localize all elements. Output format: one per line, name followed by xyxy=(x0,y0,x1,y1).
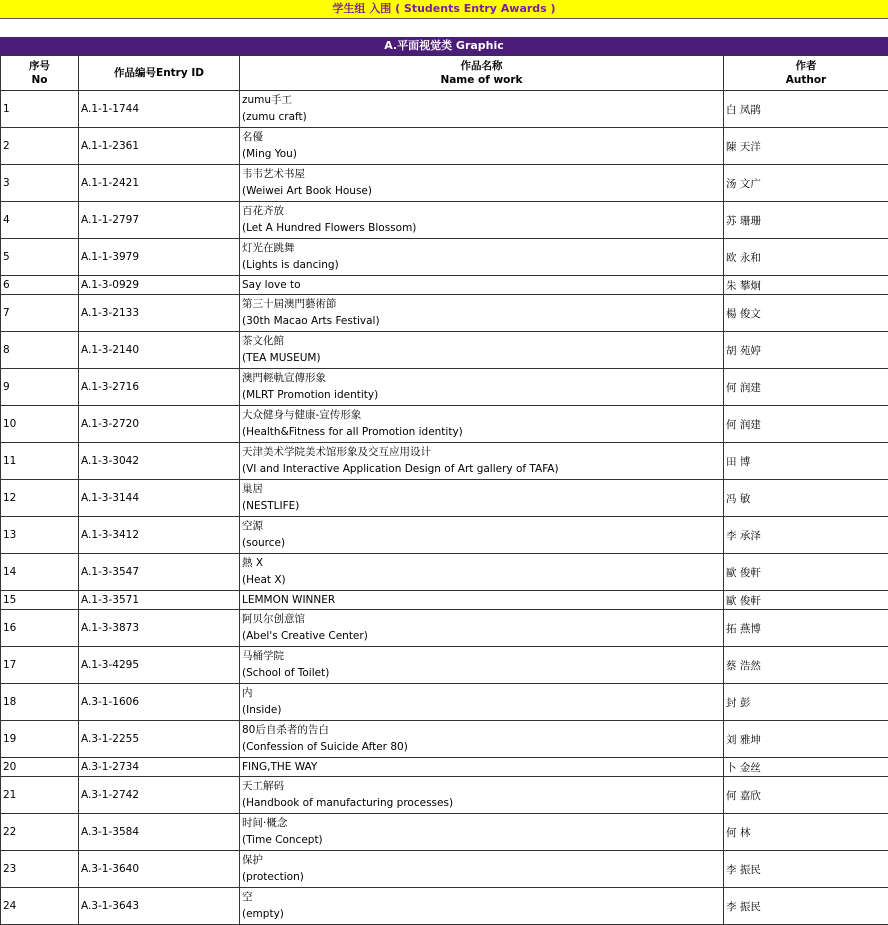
work-name-cn: 80后自杀者的告白 xyxy=(242,722,721,739)
row-entry-id: A.1-3-0929 xyxy=(79,276,240,295)
row-no: 17 xyxy=(1,647,79,684)
work-name-cn: 第三十屆澳門藝術節 xyxy=(242,296,721,313)
table-row xyxy=(1,851,888,888)
row-name xyxy=(240,517,724,554)
work-name-cn: 内 xyxy=(242,685,721,702)
section-header: A.平面视觉类 Graphic xyxy=(0,37,888,55)
table-row xyxy=(1,165,888,202)
row-no: 24 xyxy=(1,888,79,925)
row-name xyxy=(240,851,724,888)
work-name-cn: 保护 xyxy=(242,852,721,869)
row-no: 15 xyxy=(1,591,79,610)
table-row xyxy=(1,202,888,239)
row-author: 何 润建 xyxy=(724,369,888,406)
row-entry-id: A.3-1-2255 xyxy=(79,721,240,758)
row-entry-id: A.3-1-3640 xyxy=(79,851,240,888)
work-name-en: (empty) xyxy=(242,906,721,923)
page-banner: 学生组 入围 ( Students Entry Awards ) xyxy=(0,0,888,19)
row-entry-id: A.3-1-2742 xyxy=(79,777,240,814)
header-author: 作者 Author xyxy=(724,56,888,91)
work-name-cn: 空源 xyxy=(242,518,721,535)
row-entry-id: A.1-3-4295 xyxy=(79,647,240,684)
row-author: 何 林 xyxy=(724,814,888,851)
work-name-cn: 巢居 xyxy=(242,481,721,498)
row-name xyxy=(240,332,724,369)
row-author: 刘 雅坤 xyxy=(724,721,888,758)
work-name-cn: 空 xyxy=(242,889,721,906)
row-author: 楊 俊文 xyxy=(724,295,888,332)
work-name-en: (Abel's Creative Center) xyxy=(242,628,721,645)
row-no: 13 xyxy=(1,517,79,554)
row-author: 李 承泽 xyxy=(724,517,888,554)
table-row xyxy=(1,777,888,814)
work-name-cn: LEMMON WINNER xyxy=(242,592,721,609)
work-name-en: (School of Toilet) xyxy=(242,665,721,682)
header-name: 作品名称 Name of work xyxy=(240,56,724,91)
row-name xyxy=(240,758,724,777)
row-name xyxy=(240,295,724,332)
row-entry-id: A.3-1-1606 xyxy=(79,684,240,721)
row-author: 何 润建 xyxy=(724,406,888,443)
work-name-en: (source) xyxy=(242,535,721,552)
row-author: 封 彭 xyxy=(724,684,888,721)
work-name-en: (Handbook of manufacturing processes) xyxy=(242,795,721,812)
table-row xyxy=(1,239,888,276)
row-entry-id: A.3-1-3584 xyxy=(79,814,240,851)
row-entry-id: A.1-3-3042 xyxy=(79,443,240,480)
table-row xyxy=(1,888,888,925)
row-entry-id: A.1-3-3571 xyxy=(79,591,240,610)
row-author: 陳 天洋 xyxy=(724,128,888,165)
row-author: 汤 文广 xyxy=(724,165,888,202)
work-name-cn: 大众健身与健康-宣传形象 xyxy=(242,407,721,424)
table-row xyxy=(1,591,888,610)
row-entry-id: A.1-1-2421 xyxy=(79,165,240,202)
spacer-row xyxy=(0,19,888,38)
work-name-cn: 澳門輕軌宣傳形象 xyxy=(242,370,721,387)
row-entry-id: A.1-1-2361 xyxy=(79,128,240,165)
row-name xyxy=(240,165,724,202)
row-name xyxy=(240,239,724,276)
table-row xyxy=(1,758,888,777)
work-name-en: (Ming You) xyxy=(242,146,721,163)
work-name-en: (Weiwei Art Book House) xyxy=(242,183,721,200)
row-entry-id: A.1-3-3873 xyxy=(79,610,240,647)
row-name xyxy=(240,554,724,591)
row-no: 23 xyxy=(1,851,79,888)
row-entry-id: A.1-3-2716 xyxy=(79,369,240,406)
work-name-cn: 时间·概念 xyxy=(242,815,721,832)
work-name-cn: FING,THE WAY xyxy=(242,759,721,776)
table-row xyxy=(1,554,888,591)
row-author: 苏 珊珊 xyxy=(724,202,888,239)
row-entry-id: A.3-1-3643 xyxy=(79,888,240,925)
row-no: 10 xyxy=(1,406,79,443)
work-name-cn: Say love to xyxy=(242,277,721,294)
row-no: 19 xyxy=(1,721,79,758)
work-name-cn: 天津美术学院美术馆形象及交互应用设计 xyxy=(242,444,721,461)
row-entry-id: A.1-3-2140 xyxy=(79,332,240,369)
row-entry-id: A.1-1-1744 xyxy=(79,91,240,128)
table-row xyxy=(1,91,888,128)
work-name-cn: 阿贝尔创意馆 xyxy=(242,611,721,628)
row-no: 22 xyxy=(1,814,79,851)
row-name xyxy=(240,888,724,925)
row-no: 20 xyxy=(1,758,79,777)
row-no: 5 xyxy=(1,239,79,276)
row-no: 21 xyxy=(1,777,79,814)
row-name xyxy=(240,647,724,684)
row-no: 2 xyxy=(1,128,79,165)
row-entry-id: A.1-1-3979 xyxy=(79,239,240,276)
table-header-row xyxy=(1,56,888,91)
row-no: 8 xyxy=(1,332,79,369)
work-name-cn: 茶文化館 xyxy=(242,333,721,350)
row-name xyxy=(240,814,724,851)
work-name-en: (Lights is dancing) xyxy=(242,257,721,274)
work-name-cn: 天工解码 xyxy=(242,778,721,795)
row-name xyxy=(240,610,724,647)
work-name-en: (MLRT Promotion identity) xyxy=(242,387,721,404)
row-no: 11 xyxy=(1,443,79,480)
table-row xyxy=(1,295,888,332)
row-no: 4 xyxy=(1,202,79,239)
work-name-en: (VI and Interactive Application Design of Art gallery of TAFA) xyxy=(242,461,721,478)
work-name-en: (zumu craft) xyxy=(242,109,721,126)
row-author: 歐 俊軒 xyxy=(724,554,888,591)
row-no: 7 xyxy=(1,295,79,332)
row-name xyxy=(240,128,724,165)
row-name xyxy=(240,276,724,295)
row-author: 白 凤鹃 xyxy=(724,91,888,128)
row-author: 朱 攀炯 xyxy=(724,276,888,295)
row-author: 何 嘉欣 xyxy=(724,777,888,814)
work-name-en: (30th Macao Arts Festival) xyxy=(242,313,721,330)
row-name xyxy=(240,202,724,239)
row-author: 歐 俊軒 xyxy=(724,591,888,610)
row-author: 欧 永和 xyxy=(724,239,888,276)
work-name-cn: 名優 xyxy=(242,129,721,146)
header-entry-id: 作品编号Entry ID xyxy=(79,56,240,91)
header-no: 序号 No xyxy=(1,56,79,91)
row-name xyxy=(240,591,724,610)
work-name-cn: zumu手工 xyxy=(242,92,721,109)
table-row xyxy=(1,276,888,295)
work-name-cn: 百花齐放 xyxy=(242,203,721,220)
work-name-cn: 韦韦艺术书屋 xyxy=(242,166,721,183)
row-author: 田 博 xyxy=(724,443,888,480)
table-row xyxy=(1,517,888,554)
work-name-cn: 马桶学院 xyxy=(242,648,721,665)
row-name xyxy=(240,406,724,443)
row-author: 卜 金丝 xyxy=(724,758,888,777)
table-row xyxy=(1,647,888,684)
work-name-en: (Health&Fitness for all Promotion identity) xyxy=(242,424,721,441)
row-name xyxy=(240,480,724,517)
row-name xyxy=(240,91,724,128)
row-no: 18 xyxy=(1,684,79,721)
work-name-en: (Let A Hundred Flowers Blossom) xyxy=(242,220,721,237)
table-row xyxy=(1,610,888,647)
row-no: 14 xyxy=(1,554,79,591)
row-author: 李 振民 xyxy=(724,888,888,925)
work-name-en: (Heat X) xyxy=(242,572,721,589)
row-entry-id: A.1-1-2797 xyxy=(79,202,240,239)
row-author: 胡 苑婷 xyxy=(724,332,888,369)
table-row xyxy=(1,406,888,443)
row-no: 6 xyxy=(1,276,79,295)
row-entry-id: A.3-1-2734 xyxy=(79,758,240,777)
entries-table xyxy=(0,55,888,925)
row-author: 冯 敏 xyxy=(724,480,888,517)
row-name xyxy=(240,721,724,758)
work-name-en: (TEA MUSEUM) xyxy=(242,350,721,367)
table-row xyxy=(1,480,888,517)
row-no: 12 xyxy=(1,480,79,517)
row-no: 1 xyxy=(1,91,79,128)
row-name xyxy=(240,443,724,480)
work-name-cn: 灯光在跳舞 xyxy=(242,240,721,257)
row-name xyxy=(240,777,724,814)
row-author: 拓 燕博 xyxy=(724,610,888,647)
work-name-cn: 熱 X xyxy=(242,555,721,572)
table-row xyxy=(1,128,888,165)
row-entry-id: A.1-3-2720 xyxy=(79,406,240,443)
row-author: 蔡 浩然 xyxy=(724,647,888,684)
table-row xyxy=(1,721,888,758)
work-name-en: (NESTLIFE) xyxy=(242,498,721,515)
row-entry-id: A.1-3-3144 xyxy=(79,480,240,517)
row-entry-id: A.1-3-3412 xyxy=(79,517,240,554)
table-row xyxy=(1,332,888,369)
row-no: 3 xyxy=(1,165,79,202)
row-no: 9 xyxy=(1,369,79,406)
row-author: 李 振民 xyxy=(724,851,888,888)
table-row xyxy=(1,443,888,480)
work-name-en: (Time Concept) xyxy=(242,832,721,849)
row-entry-id: A.1-3-2133 xyxy=(79,295,240,332)
work-name-en: (protection) xyxy=(242,869,721,886)
table-row xyxy=(1,684,888,721)
table-row xyxy=(1,814,888,851)
table-row xyxy=(1,369,888,406)
row-no: 16 xyxy=(1,610,79,647)
work-name-en: (Confession of Suicide After 80) xyxy=(242,739,721,756)
row-name xyxy=(240,684,724,721)
row-name xyxy=(240,369,724,406)
work-name-en: (Inside) xyxy=(242,702,721,719)
row-entry-id: A.1-3-3547 xyxy=(79,554,240,591)
